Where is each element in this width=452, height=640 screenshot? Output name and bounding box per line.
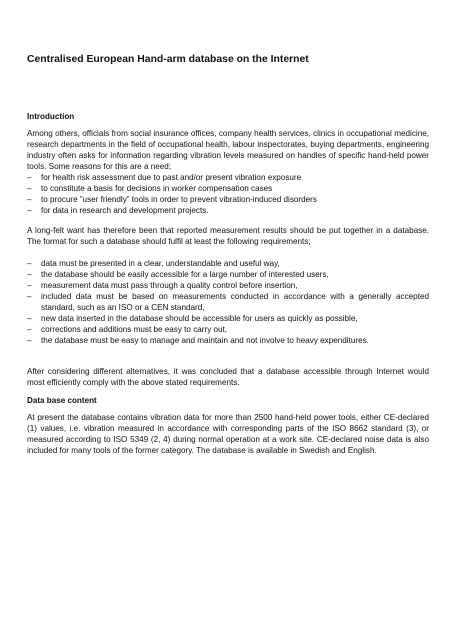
list-marker: – [27,184,32,193]
requirements-list [27,258,429,346]
list-marker: – [27,173,32,182]
introduction-paragraph-3: After considering different alternatives, it was concluded that a database accessible through Internet would most efficiently comply with the above stated requirements. [27,367,429,387]
list-item: – corrections and additions must be easy to carry out, [27,325,228,334]
list-marker: – [27,259,32,268]
list-item: – to procure ”user friendly” tools in order to prevent vibration-induced disorders [27,195,317,204]
list-marker: – [27,195,32,204]
list-item: – for data in research and development projects. [27,206,209,215]
list-item: – measurement data must pass through a quality control before insertion, [27,281,298,290]
list-item: – to constitute a basis for decisions in worker compensation cases [27,184,273,193]
list-marker: – [27,314,32,323]
list-marker: – [27,325,32,334]
list-item: – data must be presented in a clear, understandable and useful way, [27,259,280,268]
list-item: – the database should be easily accessible for a large number of interested users, [27,270,329,279]
list-item: – the database must be easy to manage and maintain and not involve to heavy expenditures. [27,336,369,345]
list-item: – for health risk assessment due to past and/or present vibration exposure [27,173,302,182]
introduction-paragraph-2: A long-felt want has therefore been that reported measurement results should be put together in a database. The format for such a database should fulfil at least the following requirements; [27,226,429,246]
list-marker: – [27,270,32,279]
list-marker: – [27,336,32,345]
introduction-paragraph-1: Among others, officials from social insurance offices, company health services, clinics in occupational medicine, research departments in the field of occupational health, labour inspectorates, buying departments, engineering industry often asks for information regarding vibration levels measured on handles of specific hand-held power tools. Some reasons for this are a need; [27,129,429,171]
list-marker: – [27,281,32,290]
database-content-heading: Data base content [27,396,97,405]
list-item: – included data must be based on measurements conducted in accordance with a generally accepted standard, such as an ISO or a CEN standard, [27,292,429,312]
list-item: – new data inserted in the database should be accessible for users as quickly as possible, [27,314,358,323]
page-title: Centralised European Hand-arm database on the Internet [27,54,309,65]
database-content-paragraph: At present the database contains vibration data for more than 2500 hand-held power tools, either CE-declared (1) values, i.e. vibration measured in accordance with corresponding parts of the ISO 8662 standard (3), or measured according to ISO 5349 (2, 4) during normal operation at a work site. CE-declared noise data is also included for many tools of the former category. The database is available in Swedish and English. [27,413,429,455]
reasons-list [27,172,429,216]
introduction-heading: Introduction [27,112,75,121]
list-marker: – [27,206,32,215]
list-marker: – [27,292,32,301]
